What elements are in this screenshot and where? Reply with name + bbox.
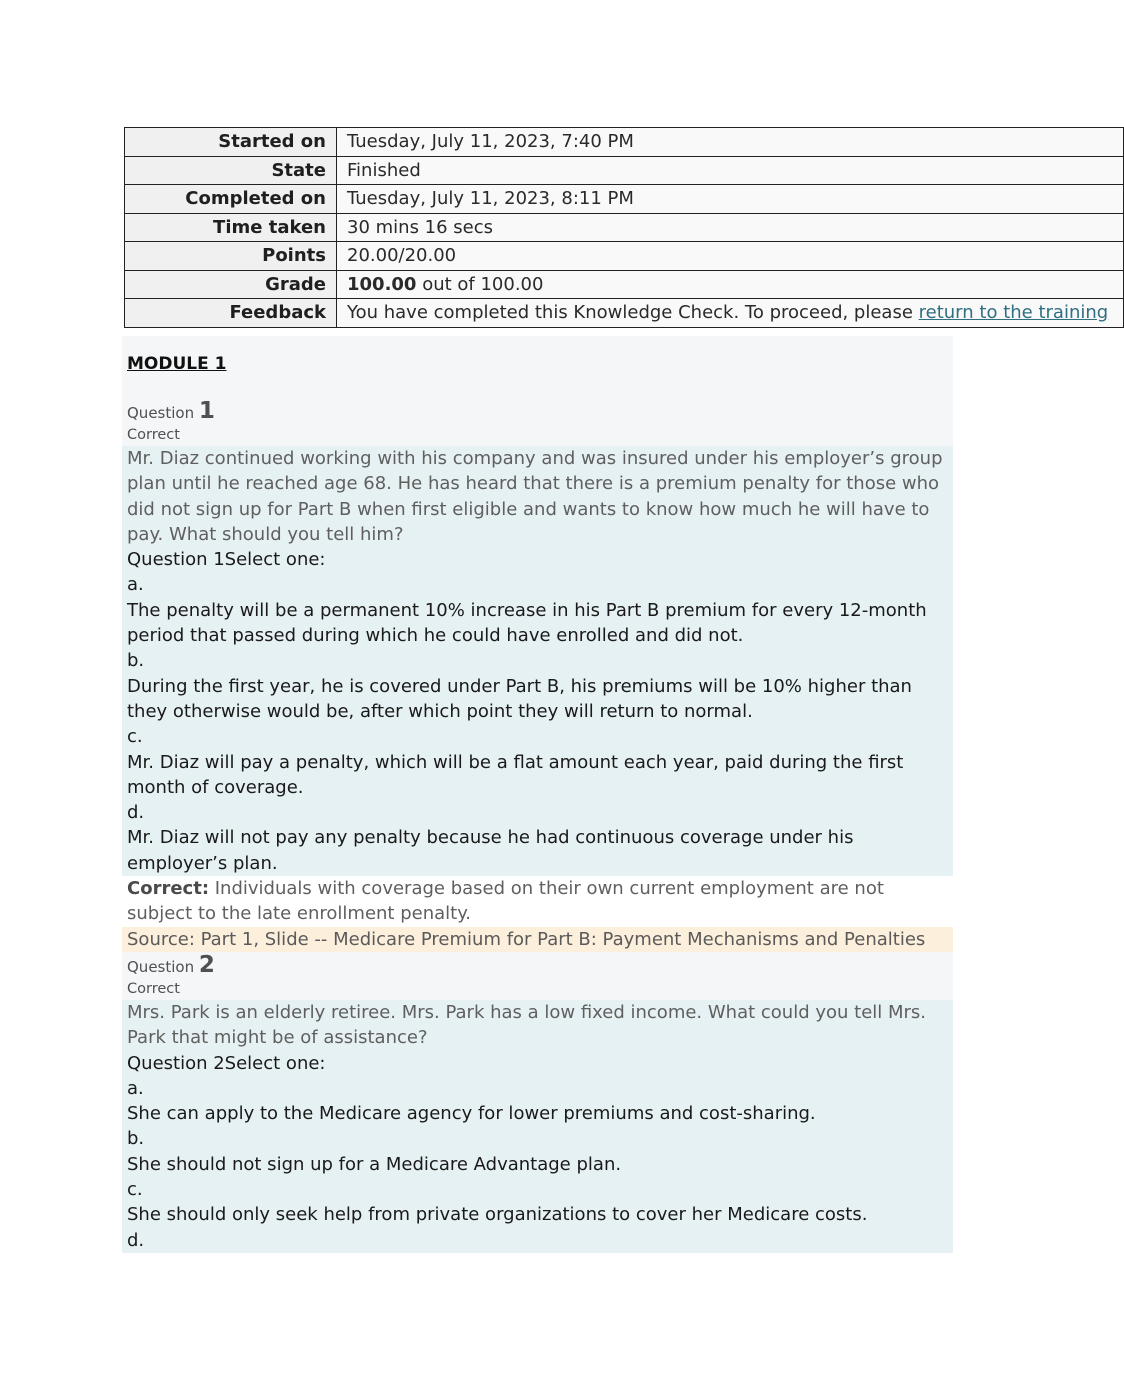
points-label: Points xyxy=(125,242,337,271)
question-2-label: Question xyxy=(127,957,199,976)
time-taken-label: Time taken xyxy=(125,213,337,242)
question-2-option-c-letter[interactable]: c. xyxy=(127,1179,143,1201)
grade-value: 100.00 xyxy=(347,273,417,295)
question-2-option-d-letter[interactable]: d. xyxy=(127,1229,145,1251)
completed-on-value: Tuesday, July 11, 2023, 8:11 PM xyxy=(337,185,1124,214)
question-1-prompt: Question 1Select one: xyxy=(127,549,326,571)
started-on-value: Tuesday, July 11, 2023, 7:40 PM xyxy=(337,128,1124,157)
summary-row-time-taken xyxy=(125,213,1124,242)
question-2-option-b-letter[interactable]: b. xyxy=(127,1128,145,1150)
summary-row-grade xyxy=(125,270,1124,299)
module-title: MODULE 1 xyxy=(122,336,953,398)
started-on-label: Started on xyxy=(125,128,337,157)
question-1-option-b-letter[interactable]: b. xyxy=(127,650,145,672)
question-1-feedback-label: Correct: xyxy=(127,878,210,900)
question-1-option-d-letter[interactable]: d. xyxy=(127,802,145,824)
question-1-source: Source: Part 1, Slide -- Medicare Premium for Part B: Payment Mechanisms and Penalties xyxy=(122,927,953,952)
question-2-option-b[interactable]: She should not sign up for a Medicare Advantage plan. xyxy=(127,1153,622,1175)
summary-row-started-on xyxy=(125,128,1124,157)
question-1-option-a-letter[interactable]: a. xyxy=(127,574,144,596)
question-1-number: 1 xyxy=(198,398,215,424)
question-2-content xyxy=(122,1000,953,1253)
question-1-option-c-letter[interactable]: c. xyxy=(127,726,143,748)
question-1-feedback-text: Individuals with coverage based on their own current employment are not subject to the late enrollment penalty. xyxy=(127,878,884,925)
question-1-header xyxy=(122,398,953,446)
question-2-state: Correct xyxy=(127,980,180,997)
grade-cell xyxy=(337,270,1124,299)
question-1-option-c[interactable]: Mr. Diaz will pay a penalty, which will be a flat amount each year, paid during the first month of coverage. xyxy=(127,751,904,798)
summary-row-feedback xyxy=(125,299,1124,328)
question-2-option-a-letter[interactable]: a. xyxy=(127,1077,144,1099)
question-1-feedback xyxy=(122,876,953,927)
completed-on-label: Completed on xyxy=(125,185,337,214)
feedback-text: You have completed this Knowledge Check. To proceed, please xyxy=(347,302,919,324)
question-1-option-b[interactable]: During the first year, he is covered under Part B, his premiums will be 10% higher than they otherwise would be, after which point they will return to normal. xyxy=(127,675,912,722)
state-label: State xyxy=(125,156,337,185)
question-2-number: 2 xyxy=(198,951,215,978)
question-1-content xyxy=(122,446,953,876)
question-2-prompt: Question 2Select one: xyxy=(127,1052,326,1074)
question-1-option-d[interactable]: Mr. Diaz will not pay any penalty because he had continuous coverage under his employer’s plan. xyxy=(127,827,854,874)
feedback-cell xyxy=(337,299,1124,328)
summary-row-completed-on xyxy=(125,185,1124,214)
grade-label: Grade xyxy=(125,270,337,299)
question-1-option-a[interactable]: The penalty will be a permanent 10% increase in his Part B premium for every 12-month period that passed during which he could have enrolled and did not. xyxy=(127,599,927,647)
quiz-questions xyxy=(122,336,953,1253)
grade-suffix: out of 100.00 xyxy=(416,273,544,295)
question-1-label: Question xyxy=(127,404,199,422)
summary-row-points xyxy=(125,242,1124,271)
question-1-text: Mr. Diaz continued working with his company and was insured under his employer’s group plan until he reached age 68. He has heard that there is a premium penalty for those who did not sign up for Part B when first eligible and wants to know how much he will have to pay. What should you tell him? xyxy=(127,448,943,545)
return-to-training-link[interactable]: return to the training xyxy=(918,302,1109,324)
attempt-summary-table xyxy=(124,127,1124,328)
question-2-header xyxy=(122,952,953,1000)
summary-row-state xyxy=(125,156,1124,185)
question-1-state: Correct xyxy=(127,427,180,443)
points-value: 20.00/20.00 xyxy=(337,242,1124,271)
question-2-option-c[interactable]: She should only seek help from private organizations to cover her Medicare costs. xyxy=(127,1204,868,1226)
question-2-option-a[interactable]: She can apply to the Medicare agency for lower premiums and cost-sharing. xyxy=(127,1103,816,1125)
time-taken-value: 30 mins 16 secs xyxy=(337,213,1124,242)
feedback-label: Feedback xyxy=(125,299,337,328)
state-value: Finished xyxy=(337,156,1124,185)
question-2-text: Mrs. Park is an elderly retiree. Mrs. Park has a low fixed income. What could you tell Mrs. Park that might be of assistance? xyxy=(127,1001,927,1049)
